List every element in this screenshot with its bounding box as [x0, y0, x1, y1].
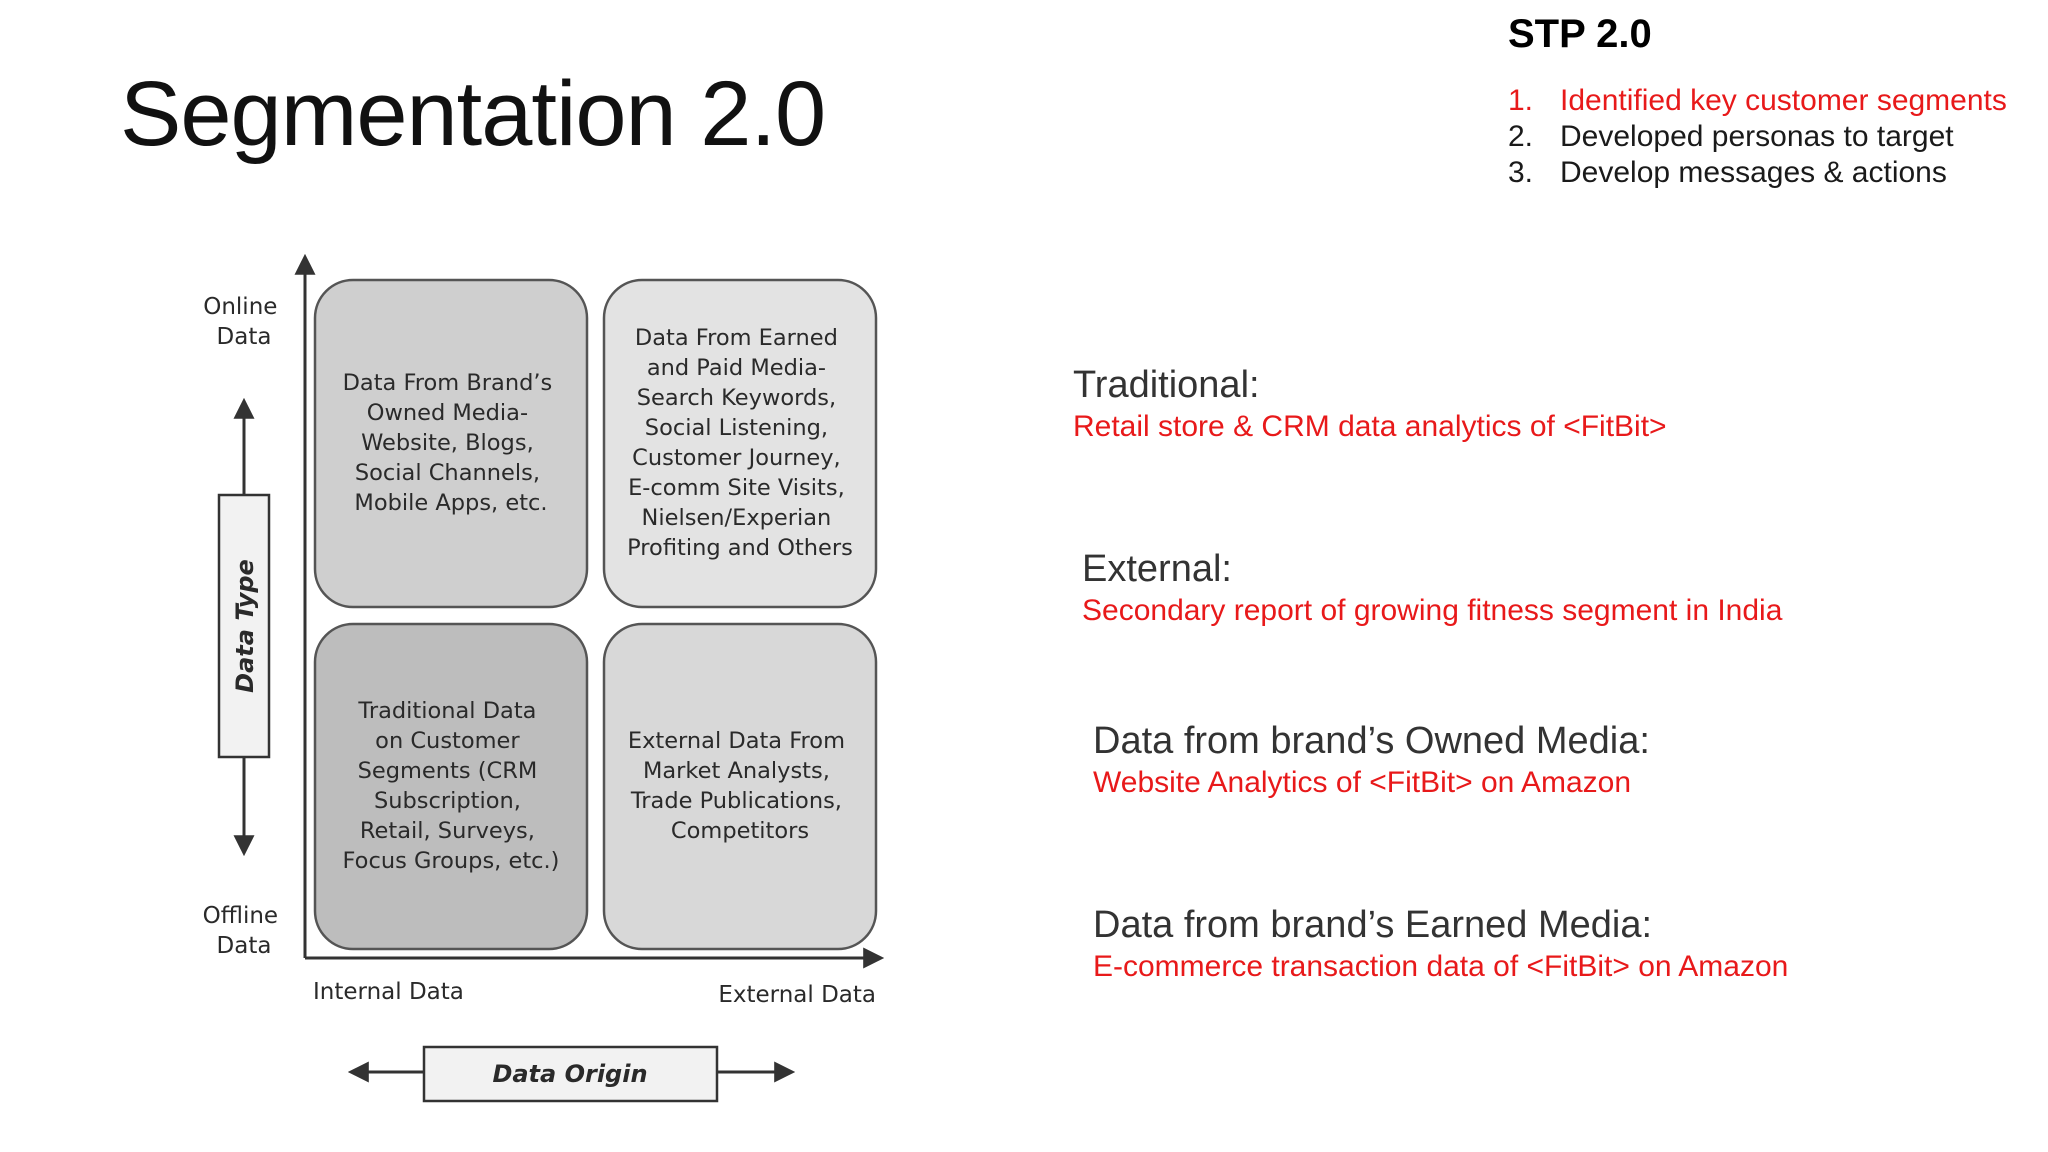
- section-heading: Data from brand’s Owned Media:: [1093, 720, 1650, 762]
- quadrant-bottom-right-box: [604, 624, 876, 949]
- stp-heading: STP 2.0: [1508, 12, 1652, 56]
- quadrant-line: Social Listening,: [644, 415, 829, 441]
- quadrant-line: E-comm Site Visits,: [628, 475, 845, 501]
- quadrant-line: Focus Groups, etc.): [342, 848, 560, 874]
- quadrant-line: Traditional Data: [358, 698, 537, 724]
- quadrant-line: Profiting and Others: [627, 535, 853, 561]
- stp-item-number: 1.: [1508, 84, 1534, 117]
- y-axis-top-line: Online: [203, 294, 278, 320]
- quadrant-line: Mobile Apps, etc.: [354, 490, 548, 516]
- quadrant-top-left-text: [343, 370, 560, 516]
- section-heading: Traditional:: [1073, 364, 1260, 406]
- y-axis-top-label: [203, 294, 285, 350]
- data-type-label: Data Type: [231, 559, 259, 693]
- quadrant-line: Subscription,: [373, 788, 521, 814]
- quadrant-bottom-left-box: [315, 624, 587, 949]
- quadrant-line: Retail, Surveys,: [359, 818, 535, 844]
- stp-item-number: 3.: [1508, 156, 1534, 189]
- stp-item-text: Developed personas to target: [1560, 120, 1954, 153]
- quadrant-line: Market Analysts,: [642, 758, 830, 784]
- x-axis-right-label: External Data: [718, 982, 876, 1008]
- section-detail: Retail store & CRM data analytics of <FitBit>: [1073, 410, 1667, 443]
- y-axis-bottom-line: Data: [216, 933, 272, 959]
- quadrant-line: External Data From: [627, 728, 845, 754]
- quadrant-line: on Customer: [375, 728, 520, 754]
- stp-item-number: 2.: [1508, 120, 1534, 153]
- section-detail: Website Analytics of <FitBit> on Amazon: [1093, 766, 1632, 799]
- section-detail: E-commerce transaction data of <FitBit> on Amazon: [1093, 950, 1789, 983]
- quadrant-line: Owned Media-: [366, 400, 529, 426]
- quadrant-line: and Paid Media-: [646, 355, 827, 381]
- y-axis-top-line: Data: [216, 324, 272, 350]
- quadrant-line: Nielsen/Experian: [641, 505, 832, 531]
- quadrant-line: Data From Earned: [634, 325, 838, 351]
- section-detail: Secondary report of growing fitness segment in India: [1082, 594, 1783, 627]
- y-axis-bottom-line: Offline: [202, 903, 279, 929]
- quadrant-line: Trade Publications,: [630, 788, 842, 814]
- quadrant-line: Customer Journey,: [632, 445, 841, 471]
- quadrant-line: Segments (CRM: [357, 758, 538, 784]
- stp-item-text: Develop messages & actions: [1560, 156, 1947, 189]
- y-axis-bottom-label: [203, 903, 286, 959]
- quadrant-line: Data From Brand’s: [342, 370, 553, 396]
- quadrant-line: Social Channels,: [354, 460, 540, 486]
- slide-title: Segmentation 2.0: [120, 63, 826, 165]
- quadrant-line: Search Keywords,: [636, 385, 837, 411]
- x-axis-left-label: Internal Data: [313, 979, 464, 1005]
- section-heading: Data from brand’s Earned Media:: [1093, 904, 1653, 946]
- stp-item-text: Identified key customer segments: [1560, 84, 2007, 117]
- quadrant-line: Competitors: [670, 818, 810, 844]
- data-origin-label: Data Origin: [492, 1060, 648, 1088]
- section-heading: External:: [1082, 548, 1232, 590]
- quadrant-line: Website, Blogs,: [361, 430, 534, 456]
